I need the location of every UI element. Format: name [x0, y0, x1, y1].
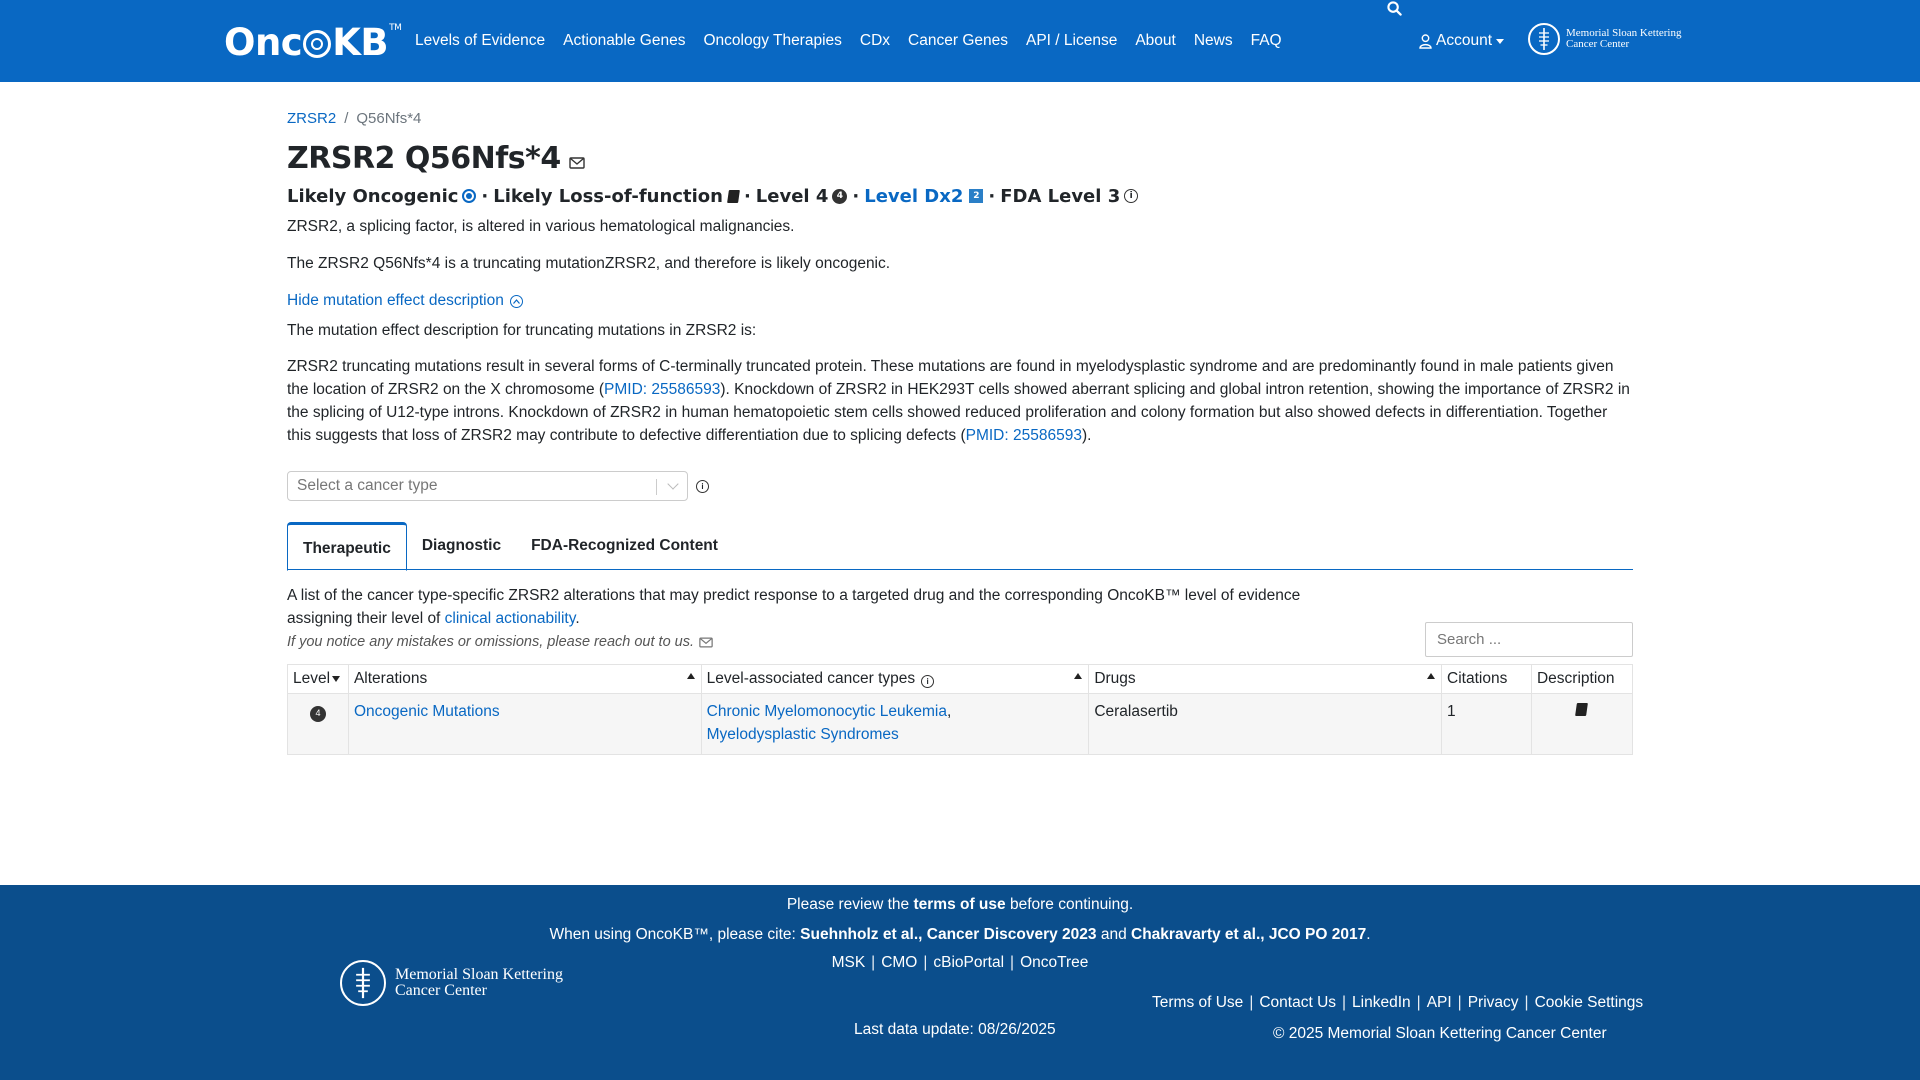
search-icon[interactable] [1387, 0, 1403, 16]
last-data-update: Last data update: 08/26/2025 [854, 1021, 1056, 1038]
table-search-placeholder: Search ... [1437, 631, 1502, 648]
breadcrumb [287, 110, 1633, 134]
msk-line-1: Memorial Sloan Kettering [1566, 27, 1682, 39]
column-header-citations[interactable] [1442, 665, 1532, 694]
hide-mutation-effect-label: Hide mutation effect description [287, 292, 504, 309]
account-label: Account [1436, 32, 1493, 49]
citation-link-suehnholz[interactable]: Suehnholz et al., Cancer Discovery 2023 [800, 926, 1097, 943]
nav-faq[interactable]: FAQ [1250, 32, 1282, 49]
fda-level-label: FDA Level 3 [1000, 185, 1121, 207]
mutation-effect-description [287, 355, 1633, 447]
footer-legal-links [1152, 994, 1643, 1012]
feedback-notice-text: If you notice any mistakes or omissions, please reach out to us. [287, 633, 695, 650]
footer-link-msk[interactable]: MSK [831, 954, 866, 971]
sort-desc-icon [332, 676, 340, 682]
footer-link-terms[interactable]: Terms of Use [1152, 994, 1244, 1011]
column-header-level[interactable] [288, 665, 349, 694]
main-content [287, 110, 1633, 570]
info-icon[interactable]: i [1124, 189, 1138, 203]
info-icon[interactable]: i [921, 675, 934, 688]
page-footer [0, 885, 1920, 1080]
mutation-effect-intro: The mutation effect description for truncating mutations in ZRSR2 is: [287, 322, 757, 339]
cell-description [1531, 694, 1632, 755]
msk-line-2: Cancer Center [395, 982, 487, 999]
nav-news[interactable]: News [1193, 32, 1233, 49]
table-row [288, 694, 1633, 755]
annotation-badges [287, 183, 1633, 209]
select-separator [656, 479, 657, 495]
cell-alterations [348, 694, 701, 755]
nav-oncology-therapies[interactable]: Oncology Therapies [703, 32, 842, 49]
footer-link-linkedin[interactable]: LinkedIn [1352, 994, 1411, 1011]
footer-link-privacy[interactable]: Privacy [1467, 994, 1519, 1011]
effect-desc-part-2: ). Knockdown of ZRSR2 in HEK293T cells showed aberrant splicing and global intron retention, showing the importance of ZRSR2 in the splicing of U12-type introns. Knockdown of ZRSR2 in human hematopoietic stem cells showed reduced proliferation and colony formation but also showed defects in differentiation. Together this suggests that loss of ZRSR2 may contribute to defective differentiation due to splicing defects ( [287, 381, 1630, 444]
page-title-text: ZRSR2 Q56Nfs*4 [287, 140, 561, 176]
footer-sep: | [923, 954, 928, 971]
column-label: Description [1536, 670, 1615, 687]
footer-partner-links [0, 954, 1920, 972]
footer-link-contact[interactable]: Contact Us [1259, 994, 1337, 1011]
therapeutic-desc-b: . [575, 610, 580, 627]
account-menu[interactable] [1419, 0, 1504, 82]
brand-o-icon [303, 30, 331, 58]
breadcrumb-sep: / [344, 110, 349, 127]
nav-levels-of-evidence[interactable]: Levels of Evidence [415, 32, 546, 49]
footer-sep: | [1416, 994, 1421, 1011]
pmid-link[interactable]: PMID: 25586593 [604, 381, 721, 398]
cell-citations: 1 [1442, 694, 1532, 755]
column-header-drugs[interactable] [1089, 665, 1442, 694]
breadcrumb-gene-link[interactable]: ZRSR2 [287, 110, 337, 127]
footer-link-api[interactable]: API [1426, 994, 1452, 1011]
therapeutic-table [287, 664, 1633, 755]
level-4-icon[interactable]: 4 [310, 706, 326, 722]
effect-desc-part-3: ). [1081, 427, 1092, 444]
cancer-type-placeholder: Select a cancer type [297, 477, 438, 494]
table-header-row [288, 665, 1633, 694]
envelope-icon[interactable] [699, 637, 713, 648]
footer-sep: | [871, 954, 876, 971]
footer-msk-logo[interactable] [340, 960, 563, 1006]
oncogenic-icon[interactable] [462, 189, 476, 203]
cell-cancer-types [701, 694, 1089, 755]
top-navbar [0, 0, 1920, 82]
oncogenicity-label: Likely Oncogenic [287, 185, 459, 207]
column-header-alterations[interactable] [348, 665, 701, 694]
hide-mutation-effect-toggle[interactable] [287, 289, 1633, 313]
level-dx2-icon[interactable]: 2 [969, 189, 983, 203]
msk-logo[interactable] [1528, 23, 1681, 55]
cell-level [288, 694, 349, 755]
chevron-up-circle-icon [510, 295, 523, 308]
tab-diagnostic[interactable]: Diagnostic [421, 536, 502, 554]
footer-link-cookie-settings[interactable]: Cookie Settings [1534, 994, 1644, 1011]
book-icon[interactable] [727, 190, 740, 203]
column-label: Level-associated cancer types [706, 670, 916, 687]
book-icon[interactable] [1576, 703, 1589, 716]
cancer-type-select[interactable] [287, 471, 688, 501]
clinical-actionability-link[interactable]: clinical actionability [444, 610, 576, 627]
nav-cdx[interactable]: CDx [859, 32, 891, 49]
footer-sep: | [1249, 994, 1254, 1011]
msk-line-2: Cancer Center [1566, 38, 1630, 50]
cite-e: . [1366, 926, 1371, 943]
citation-link-chakravarty[interactable]: Chakravarty et al., JCO PO 2017 [1131, 926, 1367, 943]
sort-asc-icon [1427, 673, 1435, 679]
terms-notice-a: Please review the [786, 896, 914, 913]
cite-c: and [1096, 926, 1132, 943]
nav-menu [415, 0, 1300, 82]
footer-link-cmo[interactable]: CMO [881, 954, 918, 971]
diagnostic-level-link[interactable]: Level Dx2 [864, 185, 964, 207]
column-header-description [1531, 665, 1632, 694]
column-label: Drugs [1094, 670, 1136, 687]
copyright: © 2025 Memorial Sloan Kettering Cancer Center [1273, 1025, 1607, 1042]
column-header-cancer-types[interactable] [701, 665, 1089, 694]
oncokb-logo[interactable] [224, 22, 401, 62]
citation-notice [0, 926, 1920, 944]
cancer-type-separator: , [947, 703, 952, 720]
therapeutic-desc-a: A list of the cancer type-specific ZRSR2 alterations that may predict response to a targeted drug and the corresponding OncoKB™ level of evidence assigning their level of [287, 587, 1301, 627]
msk-emblem-icon [1528, 23, 1560, 55]
caret-down-icon [1496, 39, 1504, 44]
evidence-tabs [287, 523, 1633, 570]
column-label: Citations [1447, 670, 1508, 687]
separator-dot: · [988, 185, 996, 207]
envelope-icon[interactable] [569, 157, 585, 169]
page-title [287, 138, 1633, 178]
footer-link-oncotree[interactable]: OncoTree [1020, 954, 1089, 971]
tab-fda-recognized-content[interactable]: FDA-Recognized Content [531, 536, 718, 554]
cancer-type-link[interactable]: Myelodysplastic Syndromes [706, 726, 899, 743]
footer-sep: | [1524, 994, 1529, 1011]
variant-summary: The ZRSR2 Q56Nfs*4 is a truncating mutationZRSR2, and therefore is likely oncogenic. [287, 255, 891, 272]
msk-line-1: Memorial Sloan Kettering [395, 966, 563, 983]
terms-notice [0, 896, 1920, 914]
mutation-effect-label: Likely Loss-of-function [493, 185, 723, 207]
alteration-link[interactable]: Oncogenic Mutations [353, 703, 500, 720]
nav-about[interactable]: About [1135, 32, 1176, 49]
brand-text-a: Onc [224, 20, 303, 64]
therapeutic-level-label: Level 4 [755, 185, 829, 207]
feedback-notice [287, 630, 1367, 654]
separator-dot: · [481, 185, 489, 207]
column-label: Level [293, 670, 331, 687]
separator-dot: · [852, 185, 860, 207]
cell-drugs: Ceralasertib [1089, 694, 1442, 755]
footer-msk-text [395, 967, 563, 999]
nav-api-license[interactable]: API / License [1026, 32, 1118, 49]
msk-logo-text [1566, 28, 1681, 50]
brand-text-b: KB [332, 20, 389, 64]
msk-emblem-icon [340, 960, 386, 1006]
brand-tm: TM [389, 23, 402, 33]
cite-a: When using OncoKB™, please cite: [549, 926, 801, 943]
therapeutic-description [287, 584, 1367, 654]
column-label: Alterations [353, 670, 428, 687]
terms-notice-c: before continuing. [1005, 896, 1134, 913]
chevron-down-icon [667, 478, 678, 489]
footer-sep: | [1457, 994, 1462, 1011]
cancer-type-link[interactable]: Chronic Myelomonocytic Leukemia [706, 703, 947, 720]
breadcrumb-alteration: Q56Nfs*4 [356, 110, 422, 127]
tab-therapeutic[interactable]: Therapeutic [287, 522, 407, 571]
cancer-type-select-row [287, 471, 1633, 501]
gene-summary: ZRSR2, a splicing factor, is altered in various hematological malignancies. [287, 218, 795, 235]
pmid-link[interactable]: PMID: 25586593 [965, 427, 1082, 444]
footer-link-cbioportal[interactable]: cBioPortal [933, 954, 1005, 971]
info-icon[interactable]: i [696, 480, 709, 493]
separator-dot: · [743, 185, 751, 207]
terms-of-use-link[interactable]: terms of use [913, 896, 1006, 913]
user-icon [1419, 34, 1432, 49]
table-search-input[interactable] [1425, 622, 1633, 657]
level-4-icon[interactable]: 4 [832, 189, 847, 204]
nav-cancer-genes[interactable]: Cancer Genes [908, 32, 1008, 49]
effect-desc-part-1: ZRSR2 truncating mutations result in several forms of C-terminally truncated protein. These mutations are found in myelodysplastic syndrome and are predominantly found in male patients given the location of ZRSR2 on the X chromosome ( [287, 358, 1614, 398]
nav-actionable-genes[interactable]: Actionable Genes [563, 32, 686, 49]
sort-asc-icon [1074, 673, 1082, 679]
sort-asc-icon [687, 673, 695, 679]
footer-sep: | [1010, 954, 1015, 971]
footer-sep: | [1342, 994, 1347, 1011]
